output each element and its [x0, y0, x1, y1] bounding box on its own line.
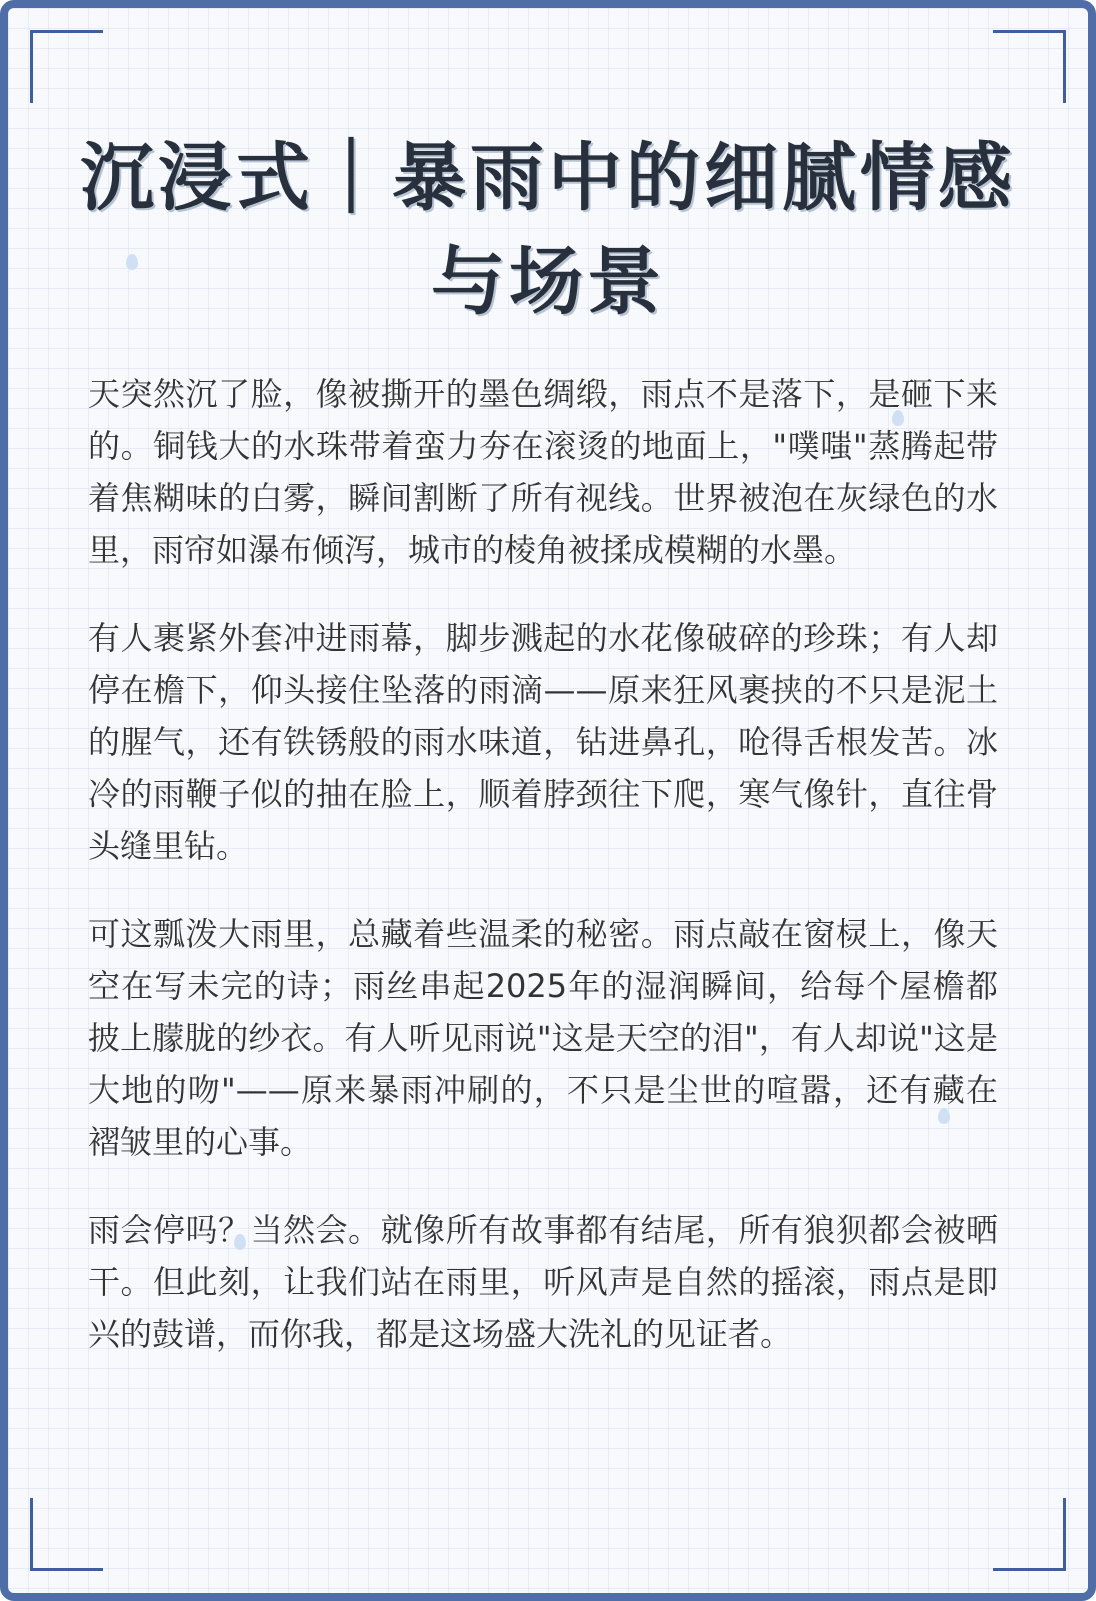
- corner-bracket-bottom-right: [993, 1498, 1066, 1571]
- corner-bracket-top-right: [993, 30, 1066, 103]
- corner-bracket-bottom-left: [30, 1498, 103, 1571]
- corner-bracket-top-left: [30, 30, 103, 103]
- paragraph-4: 雨会停吗？当然会。就像所有故事都有结尾，所有狼狈都会被晒干。但此刻，让我们站在雨里，听风声是自然的摇滚，雨点是即兴的鼓谱，而你我，都是这场盛大洗礼的见证者。: [88, 1211, 998, 1353]
- paragraph-1: 天突然沉了脸，像被撕开的墨色绸缎，雨点不是落下，是砸下来的。铜钱大的水珠带着蛮力夯在滚烫的地面上，"噗嗤"蒸腾起带着焦糊味的白雾，瞬间割断了所有视线。世界被泡在灰绿色的水里，雨帘如瀑布倾泻，城市的棱角被揉成模糊的水墨。: [88, 375, 998, 569]
- paragraph-3: 可这瓢泼大雨里，总藏着些温柔的秘密。雨点敲在窗棂上，像天空在写未完的诗；雨丝串起2025年的湿润瞬间，给每个屋檐都披上朦胧的纱衣。有人听见雨说"这是天空的泪"，有人却说"这是大地的吻"——原来暴雨冲刷的，不只是尘世的喧嚣，还有藏在褶皱里的心事。: [88, 915, 998, 1161]
- article-body: [88, 368, 998, 1396]
- page-title: 沉浸式｜暴雨中的细腻情感与场景: [80, 135, 1016, 325]
- paragraph-2: 有人裹紧外套冲进雨幕，脚步溅起的水花像破碎的珍珠；有人却停在檐下，仰头接住坠落的雨滴——原来狂风裹挟的不只是泥土的腥气，还有铁锈般的雨水味道，钻进鼻孔，呛得舌根发苦。冰冷的雨鞭子似的抽在脸上，顺着脖颈往下爬，寒气像针，直往骨头缝里钻。: [88, 619, 998, 865]
